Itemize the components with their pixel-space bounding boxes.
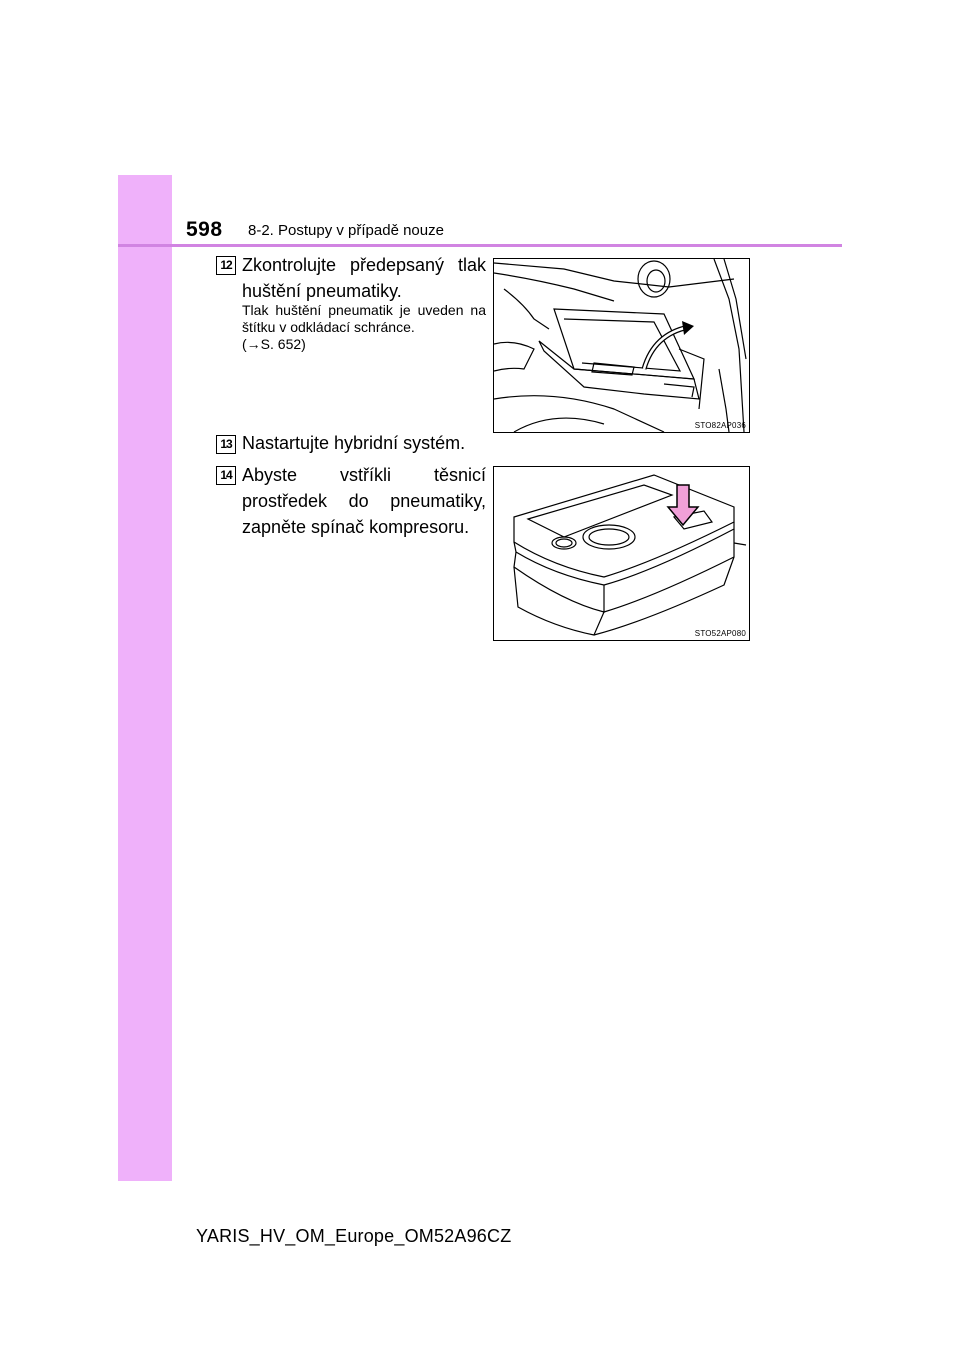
side-color-band bbox=[118, 175, 172, 1181]
header-rule bbox=[118, 244, 842, 247]
compressor-figure bbox=[493, 466, 750, 641]
step-text-14: Abyste vstříkli těsnicí prostředek do pneumatiky, zapněte spínač kompresoru. bbox=[242, 465, 486, 537]
section-title: 8-2. Postupy v případě nouze bbox=[248, 222, 444, 239]
step-badge-12: 12 bbox=[216, 256, 236, 275]
glovebox-figure bbox=[493, 258, 750, 433]
note-page-ref: S. 652 bbox=[260, 336, 302, 352]
step-badge-14: 14 bbox=[216, 466, 236, 485]
page-number: 598 bbox=[186, 218, 223, 241]
step-badge-13: 13 bbox=[216, 435, 236, 454]
figure-code: STO52AP080 bbox=[694, 629, 746, 638]
compressor-illustration bbox=[494, 467, 749, 640]
figure-code: STO82AP036 bbox=[694, 421, 746, 430]
step-note-12 bbox=[242, 302, 486, 353]
note-ref-close: ) bbox=[301, 336, 306, 352]
footer-doc-code: YARIS_HV_OM_Europe_OM52A96CZ bbox=[196, 1226, 512, 1246]
step-note-text: Tlak huštění pneumatik je uveden na štítku v odkládací schránce. bbox=[242, 302, 486, 335]
arrow-right-icon: → bbox=[246, 336, 261, 352]
note-ref-open: ( bbox=[242, 336, 247, 352]
step-text-12: Zkontrolujte předepsaný tlak huštění pneumatiky. bbox=[242, 255, 486, 301]
step-text-13: Nastartujte hybridní systém. bbox=[242, 433, 466, 453]
glovebox-illustration bbox=[494, 259, 749, 432]
